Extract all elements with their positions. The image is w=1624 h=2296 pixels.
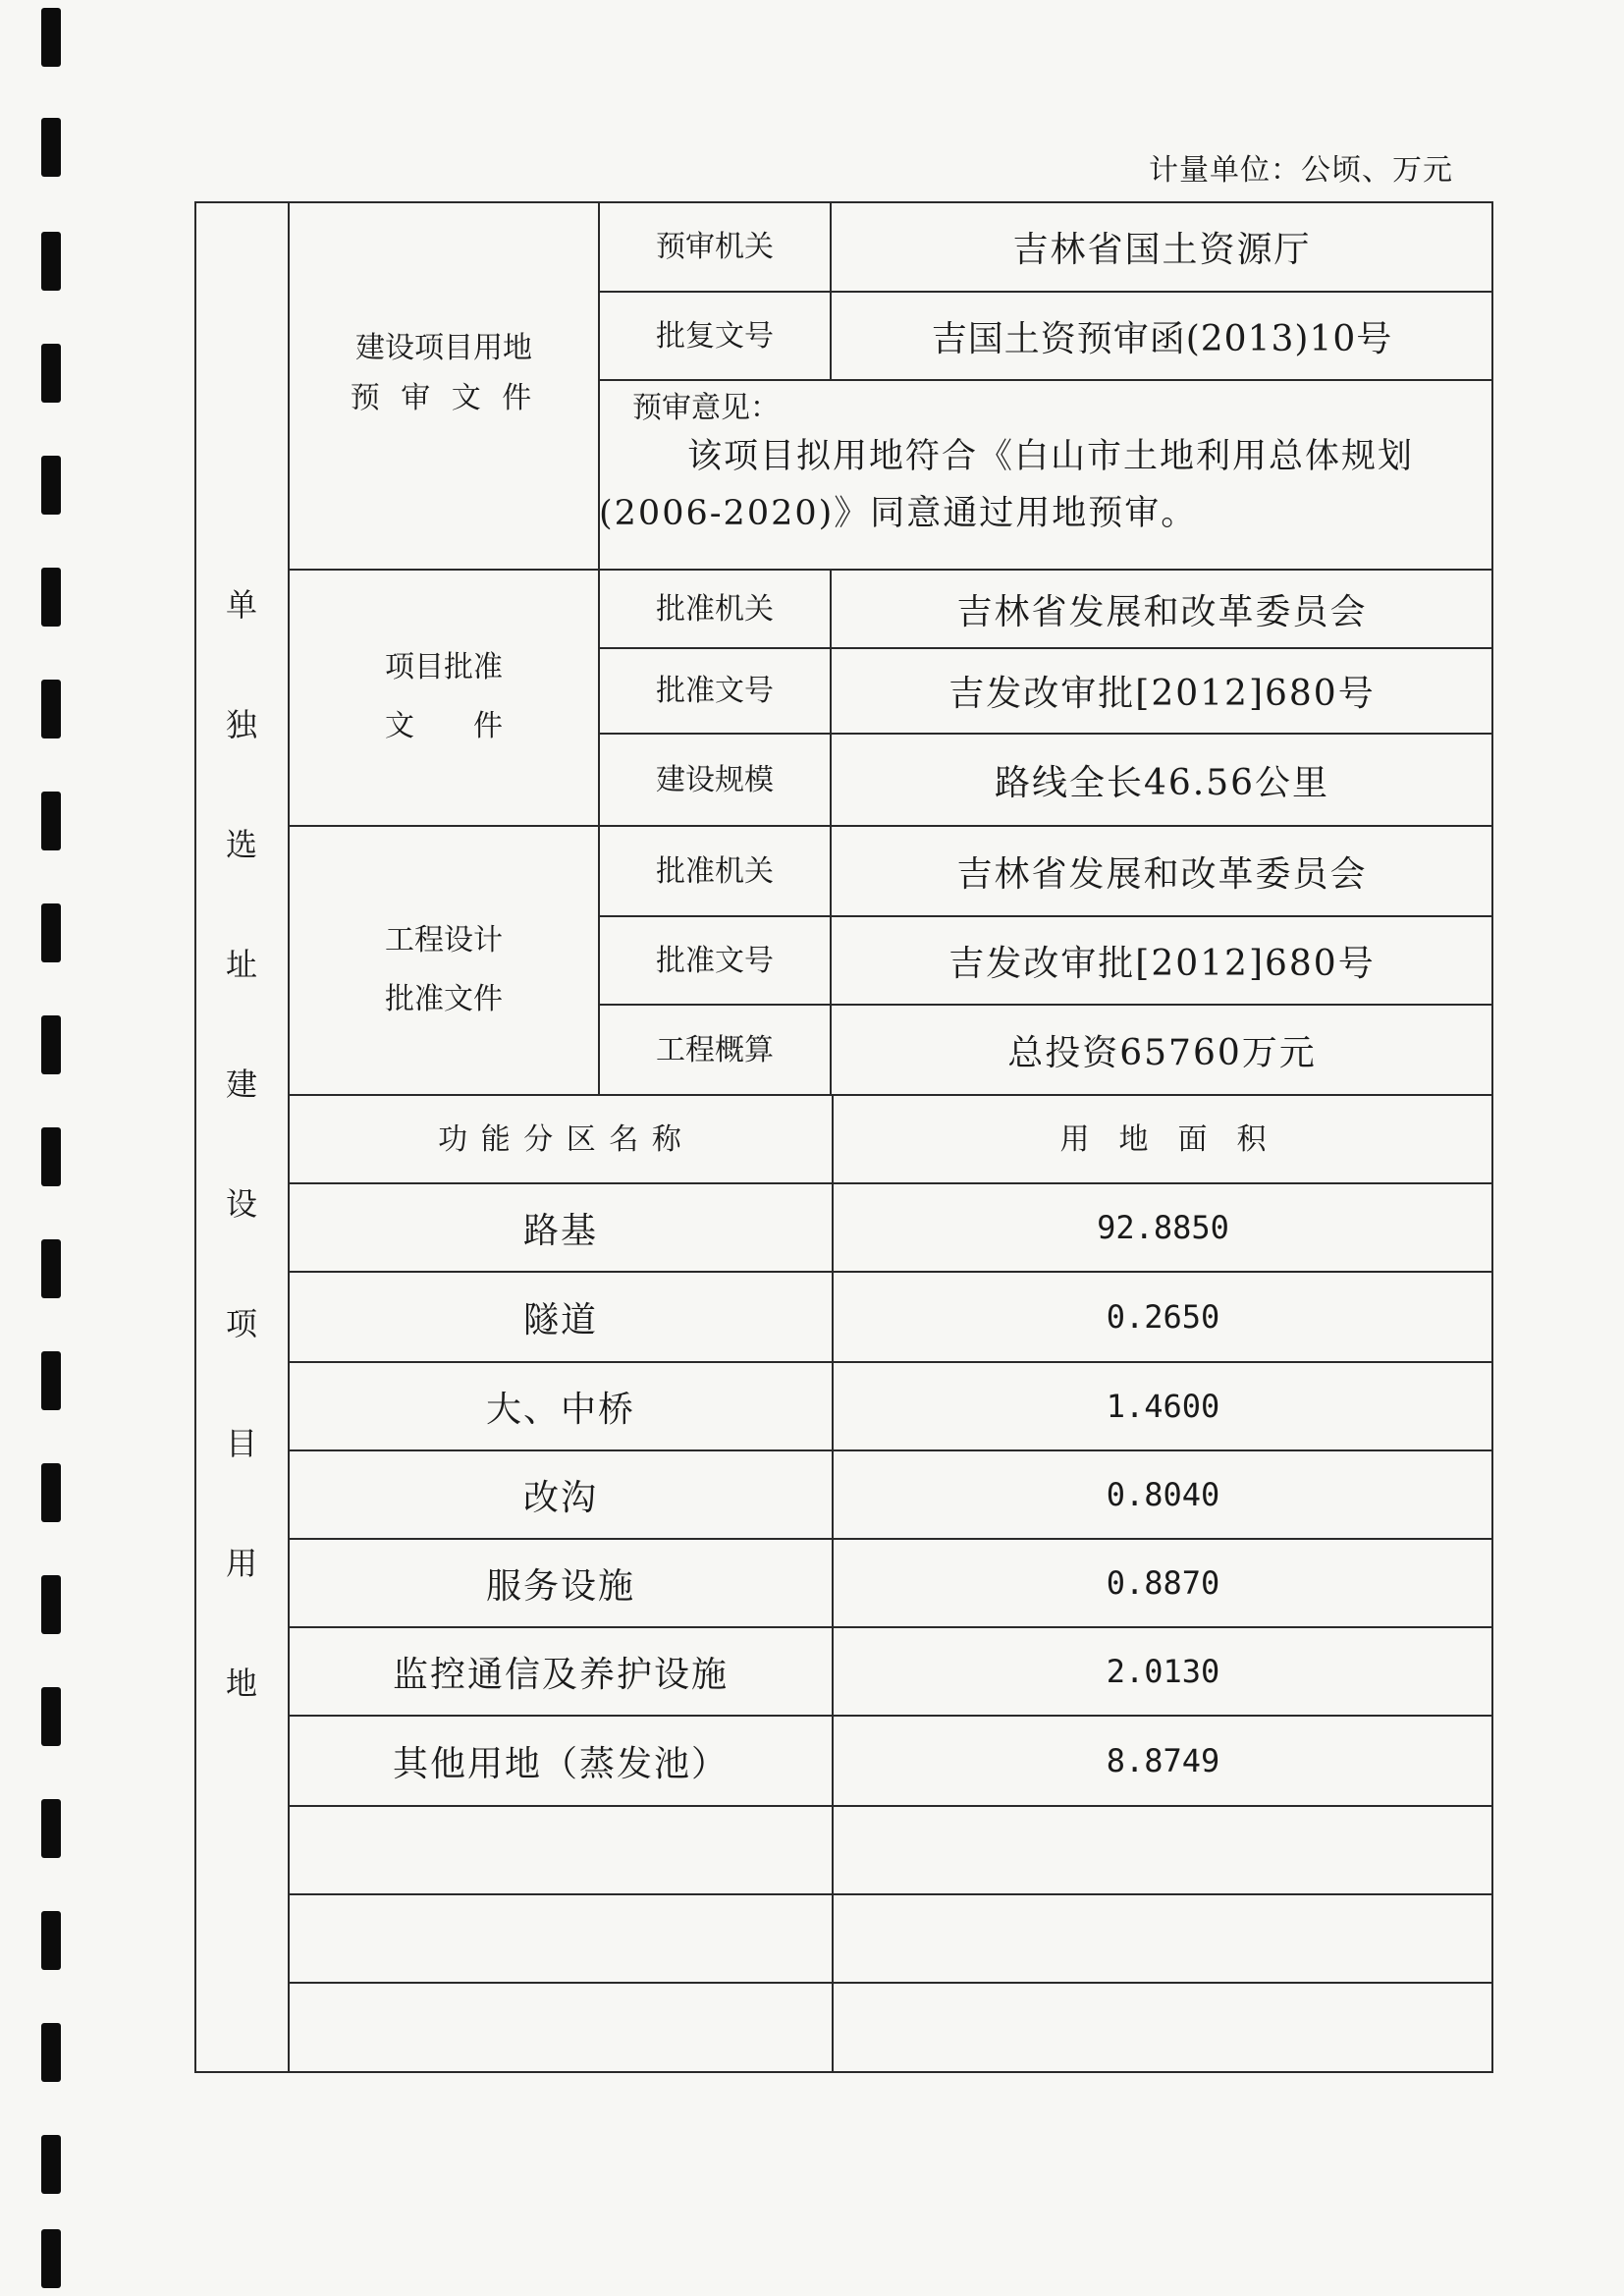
project-authority-value: 吉林省发展和改革委员会 bbox=[956, 591, 1368, 632]
land-use-area-header: 用 地 面 积 bbox=[1059, 1121, 1267, 1157]
pre-review-opinion bbox=[599, 383, 1483, 542]
land-use-area: 0.2650 bbox=[1106, 1298, 1220, 1336]
project-doc-no-value: 吉发改审批[2012]680号 bbox=[948, 674, 1376, 714]
land-use-area: 92.8850 bbox=[1097, 1209, 1229, 1246]
land-use-area: 8.8749 bbox=[1106, 1742, 1220, 1779]
land-use-area: 1.4600 bbox=[1106, 1388, 1220, 1425]
land-use-zone: 隧道 bbox=[522, 1299, 598, 1340]
project-doc-no-label: 批准文号 bbox=[656, 674, 774, 708]
design-authority-value: 吉林省发展和改革委员会 bbox=[956, 853, 1368, 895]
project-authority-label: 批准机关 bbox=[656, 591, 774, 627]
pre-review-authority-value: 吉林省国土资源厅 bbox=[1012, 229, 1312, 270]
design-approval-section-label: 工程设计 批准文件 bbox=[385, 923, 503, 1016]
design-doc-no-label: 批准文号 bbox=[656, 943, 774, 978]
land-use-zone: 其他用地（蒸发池） bbox=[392, 1743, 729, 1784]
land-use-area: 0.8040 bbox=[1106, 1476, 1220, 1513]
land-use-area-empty bbox=[833, 1983, 1493, 2073]
pre-review-section-label: 建设项目用地 预 审 文 件 bbox=[350, 331, 538, 415]
unit-label: 计量单位：公顷、万元 bbox=[1149, 153, 1453, 188]
land-use-zone-empty bbox=[289, 1983, 833, 2073]
binding-holes bbox=[29, 0, 69, 2296]
design-budget-value: 总投资65760万元 bbox=[1007, 1032, 1317, 1073]
opinion-label: 预审意见： bbox=[632, 391, 780, 425]
land-use-zone-empty bbox=[289, 1894, 833, 1983]
side-title: 单 独 选 址 建 设 项 目 用 地 bbox=[225, 586, 257, 1702]
land-use-zone-empty bbox=[289, 1806, 833, 1894]
design-authority-label: 批准机关 bbox=[656, 853, 774, 889]
project-approval-section-label: 项目批准 文 件 bbox=[385, 650, 503, 743]
design-doc-no-value: 吉发改审批[2012]680号 bbox=[948, 943, 1376, 984]
land-use-zone: 改沟 bbox=[522, 1477, 598, 1518]
opinion-text: 该项目拟用地符合《白山市土地利用总体规划(2006-2020)》同意通过用地预审。 bbox=[599, 437, 1415, 533]
land-use-area-empty bbox=[833, 1894, 1493, 1983]
land-use-zone: 大、中桥 bbox=[485, 1389, 635, 1430]
pre-review-authority-label: 预审机关 bbox=[656, 229, 774, 264]
land-use-zone: 服务设施 bbox=[485, 1565, 635, 1607]
land-use-area: 2.0130 bbox=[1106, 1653, 1220, 1690]
land-use-zone: 路基 bbox=[522, 1210, 598, 1251]
land-use-zone: 监控通信及养护设施 bbox=[392, 1654, 729, 1695]
pre-review-doc-no-value: 吉国土资预审函(2013)10号 bbox=[931, 318, 1393, 359]
land-use-area-empty bbox=[833, 1806, 1493, 1894]
project-scale-label: 建设规模 bbox=[656, 762, 774, 797]
pre-review-doc-no-label: 批复文号 bbox=[656, 318, 774, 354]
project-scale-value: 路线全长46.56公里 bbox=[994, 762, 1330, 803]
land-use-area: 0.8870 bbox=[1106, 1564, 1220, 1602]
land-use-zone-header: 功 能 分 区 名 称 bbox=[438, 1121, 683, 1157]
design-budget-label: 工程概算 bbox=[656, 1032, 774, 1067]
